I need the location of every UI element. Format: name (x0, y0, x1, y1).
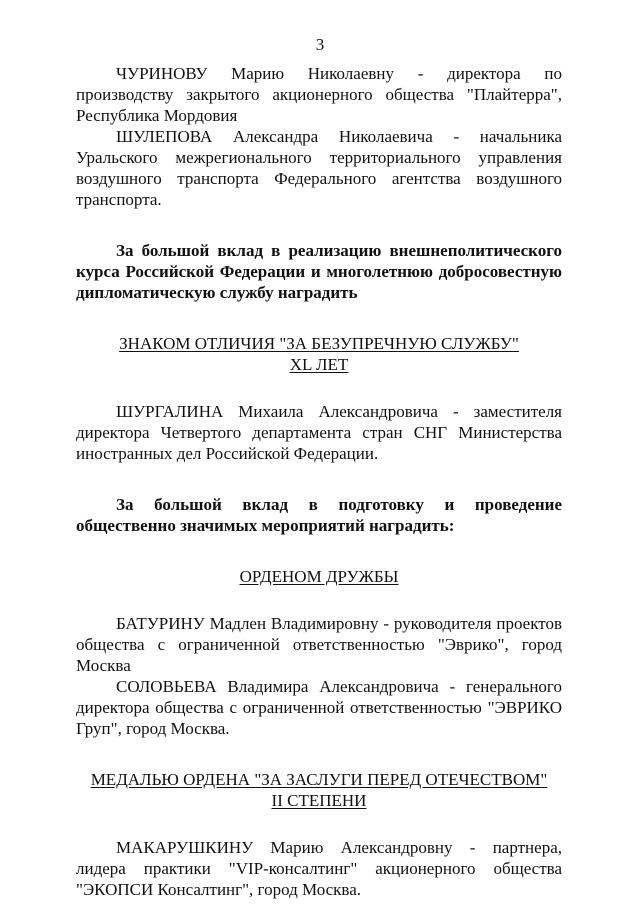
award-title-line-2: XL ЛЕТ (289, 355, 349, 374)
award-recipient-churinova: ЧУРИНОВУ Марию Николаевну - директора по производству закрытого акционерного общества "Плайтерра", Республика Мордовия (76, 64, 562, 125)
award-recipient-shulepov: ШУЛЕПОВА Александра Николаевича - начальника Уральского межрегионального территориального управления воздушного транспорта Федерального агентства воздушного транспорта. (76, 127, 562, 209)
page-number: 3 (315, 35, 325, 54)
award-recipient-makarushkina: МАКАРУШКИНУ Марию Александровну - партнера, лидера практики "VIP-консалтинг" акционерного общества "ЭКОПСИ Консалтинг", город Москва. (76, 838, 562, 899)
award-title-order-of-friendship (76, 566, 562, 587)
award-recipient-baturina: БАТУРИНУ Мадлен Владимировну - руководителя проектов общества с ограниченной ответственностью "Эврико", город Москва (76, 614, 562, 675)
award-intro-foreign-policy: За большой вклад в реализацию внешнеполитического курса Российской Федерации и многолетнюю добросовестную дипломатическую службу наградить (76, 241, 562, 302)
award-title-medal-merit (76, 769, 562, 811)
award-recipient-solovyev: СОЛОВЬЕВА Владимира Александровича - генерального директора общества с ограниченной ответственностью "ЭВРИКО Груп", город Москва. (76, 677, 562, 738)
award-title-line-1: ЗНАКОМ ОТЛИЧИЯ "ЗА БЕЗУПРЕЧНУЮ СЛУЖБУ" (119, 334, 519, 353)
award-recipient-shurgalin: ШУРГАЛИНА Михаила Александровича - заместителя директора Четвертого департамента стран СНГ Министерства иностранных дел Российской Федерации. (76, 402, 562, 463)
award-title-impeccable-service (76, 333, 562, 375)
award-title-line-1: ОРДЕНОМ ДРУЖБЫ (239, 567, 399, 586)
document-body (76, 63, 562, 900)
award-title-line-1: МЕДАЛЬЮ ОРДЕНА "ЗА ЗАСЛУГИ ПЕРЕД ОТЕЧЕСТВОМ" (90, 770, 548, 789)
award-intro-public-events: За большой вклад в подготовку и проведение общественно значимых мероприятий наградить: (76, 495, 562, 535)
award-title-line-2: II СТЕПЕНИ (271, 791, 367, 810)
